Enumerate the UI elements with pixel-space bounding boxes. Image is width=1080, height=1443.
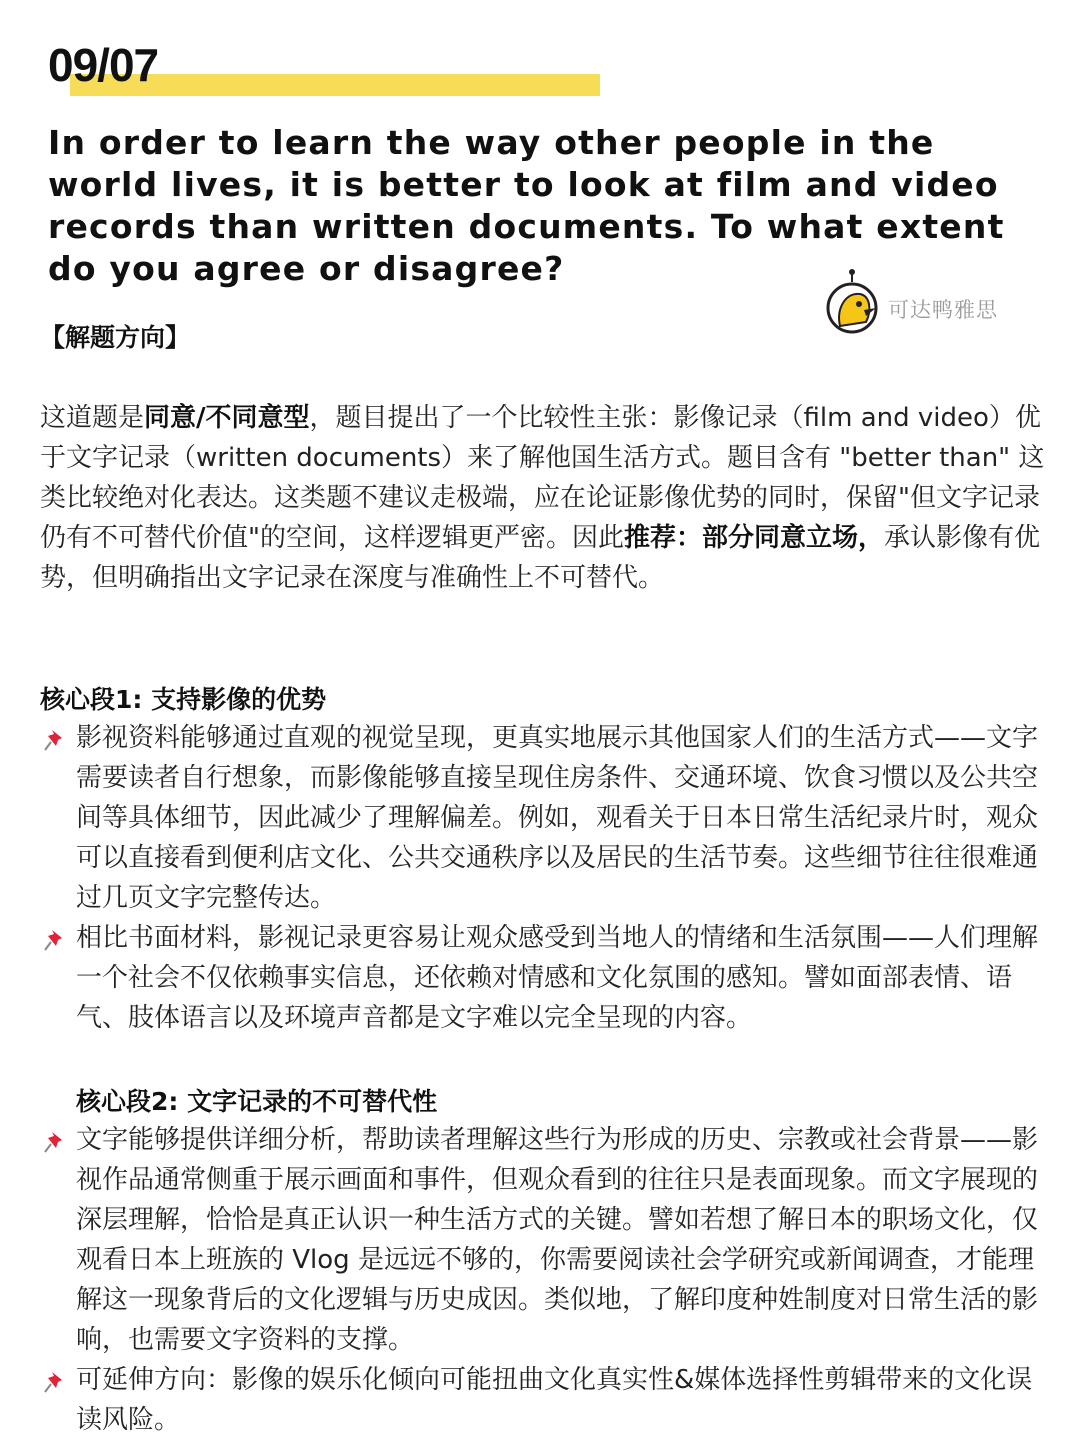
section-tag: 【解题方向】 xyxy=(40,323,191,352)
date-header xyxy=(48,38,608,102)
date-label: 09/07 xyxy=(48,39,159,91)
pushpin-icon xyxy=(44,1370,66,1394)
core2-title: 核心段2: 文字记录的不可替代性 xyxy=(76,1087,438,1116)
core1-point-2: 相比书面材料，影视记录更容易让观众感受到当地人的情绪和生活氛围——人们理解一个社会不仅依赖事实信息，还依赖对情感和文化氛围的感知。譬如面部表情、语气、肢体语言以及环境声音都是文字难以完全呈现的内容。 xyxy=(76,923,1039,1033)
intro-bold-1: 同意/不同意型 xyxy=(144,403,310,433)
pushpin-icon xyxy=(44,1130,66,1154)
pushpin-icon xyxy=(44,728,66,752)
essay-question: In order to learn the way other people in the world lives, it is better to look at film and video records than written documents. To what extent do you agree or disagree? xyxy=(48,123,1005,288)
core1-point-1: 影视资料能够通过直观的视觉呈现，更真实地展示其他国家人们的生活方式——文字需要读者自行想象，而影像能够直接呈现住房条件、交通环境、饮食习惯以及公共空间等具体细节，因此减少了理解偏差。例如，观看关于日本日常生活纪录片时，观众可以直接看到便利店文化、公共交通秩序以及居民的生活节奏。这些细节往往很难通过几页文字完整传达。 xyxy=(76,723,1039,913)
brand-name: 可达鸭雅思 xyxy=(888,298,998,322)
core2-point-1: 文字能够提供详细分析，帮助读者理解这些行为形成的历史、宗教或社会背景——影视作品通常侧重于展示画面和事件，但观众看到的往往只是表面现象。而文字展现的深层理解，恰恰是真正认识一种生活方式的关键。譬如若想了解日本的职场文化，仅观看日本上班族的 Vlog 是远远不够的，你需要阅读社会学研究或新闻调查，才能理解这一现象背后的文化逻辑与历史成因。类似地，了解印度种姓制度对日常生活的影响，也需要文字资料的支撑。 xyxy=(76,1125,1039,1355)
intro-text-1: 这道题是 xyxy=(40,403,145,433)
approach-paragraph xyxy=(40,398,1050,598)
pushpin-icon xyxy=(44,928,66,952)
intro-bold-2: 推荐：部分同意立场， xyxy=(623,523,884,553)
intro-text-3: 承认影像有优势，但明确指出文字记录在深度与准确性上不可替代。 xyxy=(40,523,1040,593)
duck-logo-icon xyxy=(826,268,882,334)
intro-text-2: ，题目提出了一个比较性主张：影像记录（film and video）优于文字记录（written documents）来了解他国生活方式。题目含有 "better than" 这类比较绝对化表达。这类题不建议走极端，应在论证影像优势的同时，保留"但文字记录仍有不可替代价值"的空间，这样逻辑更严密。因此 xyxy=(40,403,1045,553)
brand-logo xyxy=(826,268,1026,338)
core1-title: 核心段1: 支持影像的优势 xyxy=(40,685,327,714)
core2-point-2: 可延伸方向：影像的娱乐化倾向可能扭曲文化真实性&媒体选择性剪辑带来的文化误读风险。 xyxy=(76,1365,1033,1435)
